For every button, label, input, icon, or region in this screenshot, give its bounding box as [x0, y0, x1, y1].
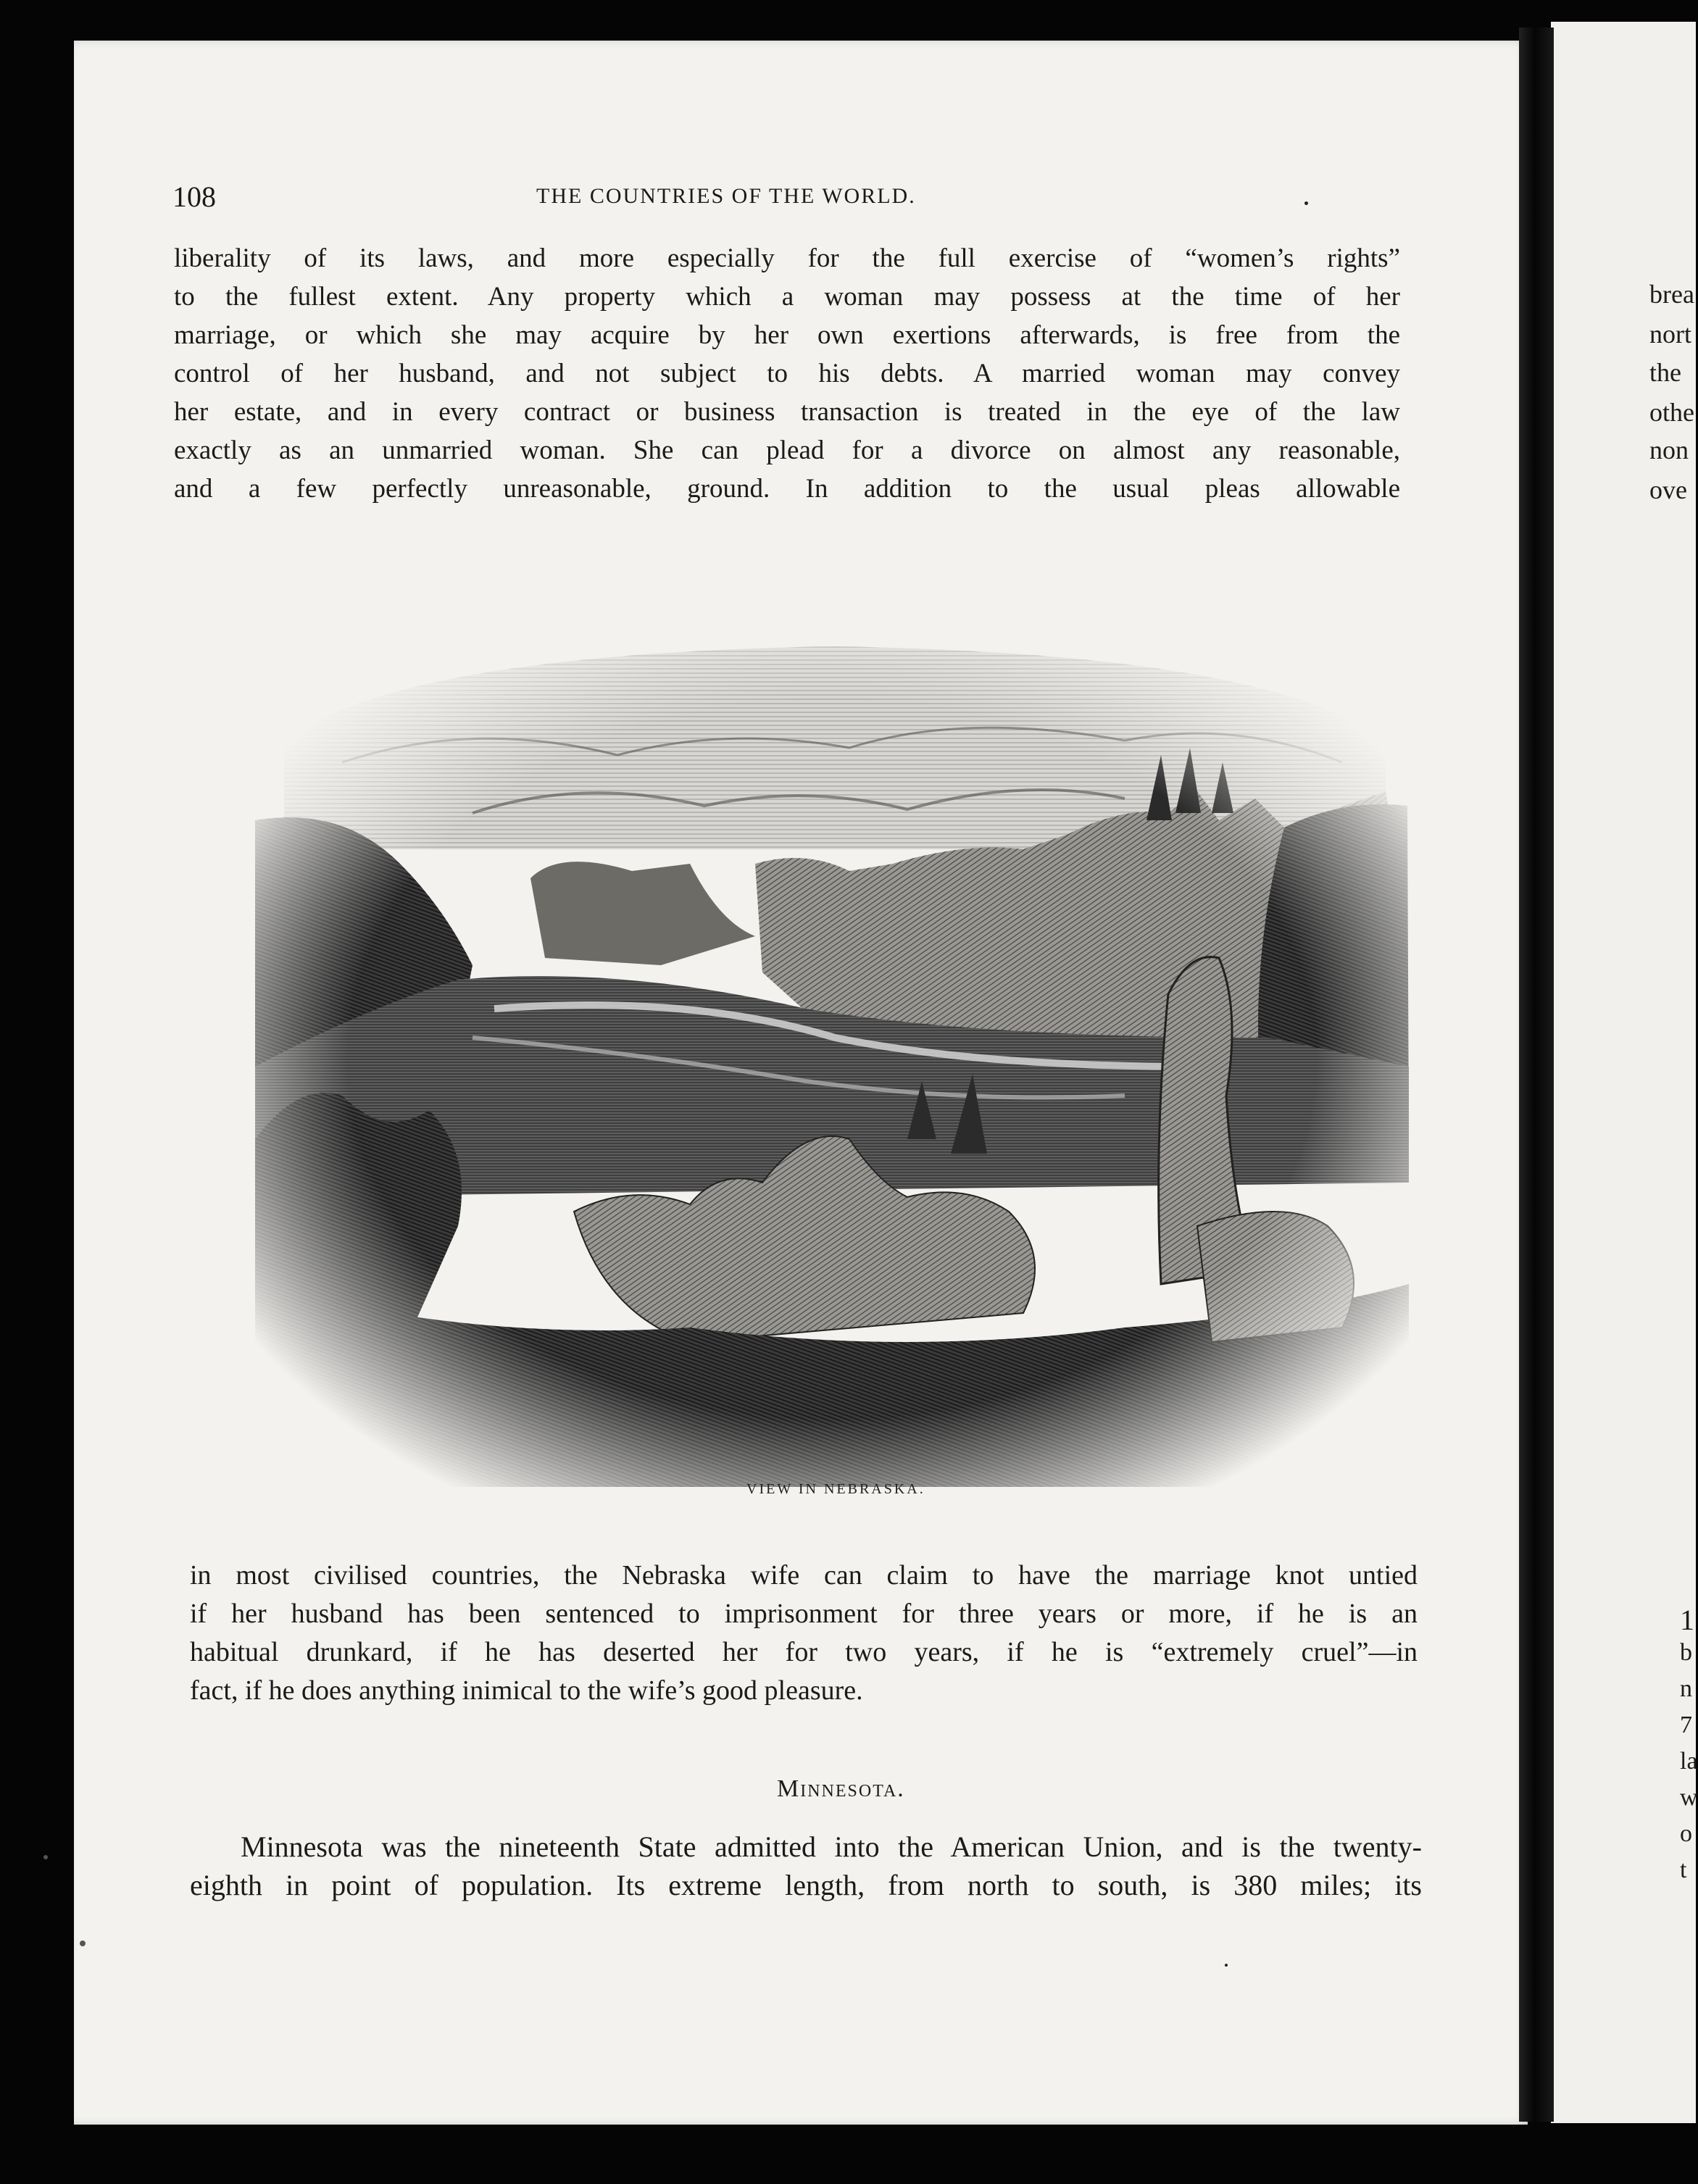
text-line: to the fullest extent. Any property which a woman may possess at the time of her — [174, 282, 1400, 312]
facing-page-fragment: 1 — [1680, 1604, 1694, 1636]
facing-page-fragment: w — [1680, 1784, 1698, 1811]
speck — [1304, 201, 1308, 205]
facing-page-fragment: nort — [1649, 320, 1691, 349]
facing-page-fragment: t — [1680, 1856, 1687, 1883]
text-line: liberality of its laws, and more especially for the full exercise of “women’s rights” — [174, 243, 1400, 273]
figure-caption: VIEW IN NEBRASKA. — [746, 1481, 925, 1497]
text-line: in most civilised countries, the Nebraska wife can claim to have the marriage knot untied — [190, 1560, 1418, 1591]
facing-page-fragment: la — [1680, 1748, 1698, 1775]
facing-page-fragment: n — [1680, 1675, 1692, 1702]
text-line: control of her husband, and not subject to his debts. A married woman may convey — [174, 359, 1400, 388]
text-line: and a few perfectly unreasonable, ground. In addition to the usual pleas allowable — [174, 474, 1400, 504]
text-line: habitual drunkard, if he has deserted her for two years, if he is “extremely cruel”—in — [190, 1637, 1418, 1667]
book-gutter — [1519, 28, 1554, 2122]
page-number: 108 — [172, 180, 216, 213]
facing-page-fragment: othe — [1649, 398, 1694, 427]
text-line: exactly as an unmarried woman. She can plead for a divorce on almost any reasonable, — [174, 435, 1400, 465]
facing-page-fragment: o — [1680, 1820, 1692, 1847]
text-line: marriage, or which she may acquire by her own exertions afterwards, is free from the — [174, 320, 1400, 350]
paragraph-2 — [190, 1556, 1418, 1710]
speck — [43, 1855, 48, 1859]
section-heading-minnesota: Minnesota. — [777, 1775, 905, 1802]
paragraph-1 — [174, 239, 1400, 508]
text-line: if her husband has been sentenced to imprisonment for three years or more, if he is an — [190, 1599, 1418, 1629]
text-line: fact, if he does anything inimical to the wife’s good pleasure. — [190, 1675, 863, 1706]
text-line: her estate, and in every contract or business transaction is treated in the eye of the law — [174, 397, 1400, 427]
facing-page-fragment: non — [1649, 435, 1689, 464]
speck — [80, 1941, 86, 1946]
facing-page-fragment: ove — [1649, 475, 1687, 504]
running-title: THE COUNTRIES OF THE WORLD. — [536, 184, 916, 208]
facing-page-fragment: brea — [1649, 280, 1694, 309]
text-line: eighth in point of population. Its extreme length, from north to south, is 380 miles; its — [190, 1869, 1422, 1901]
text-line: Minnesota was the nineteenth State admitted into the American Union, and is the twenty- — [241, 1830, 1422, 1863]
paragraph-3 — [190, 1827, 1422, 1904]
facing-page-fragment: the — [1649, 358, 1681, 387]
facing-page-fragment: 7 — [1680, 1712, 1692, 1738]
engraving-view-in-nebraska — [255, 632, 1409, 1487]
facing-page-fragment: b — [1680, 1639, 1692, 1666]
speck — [1225, 1964, 1228, 1967]
